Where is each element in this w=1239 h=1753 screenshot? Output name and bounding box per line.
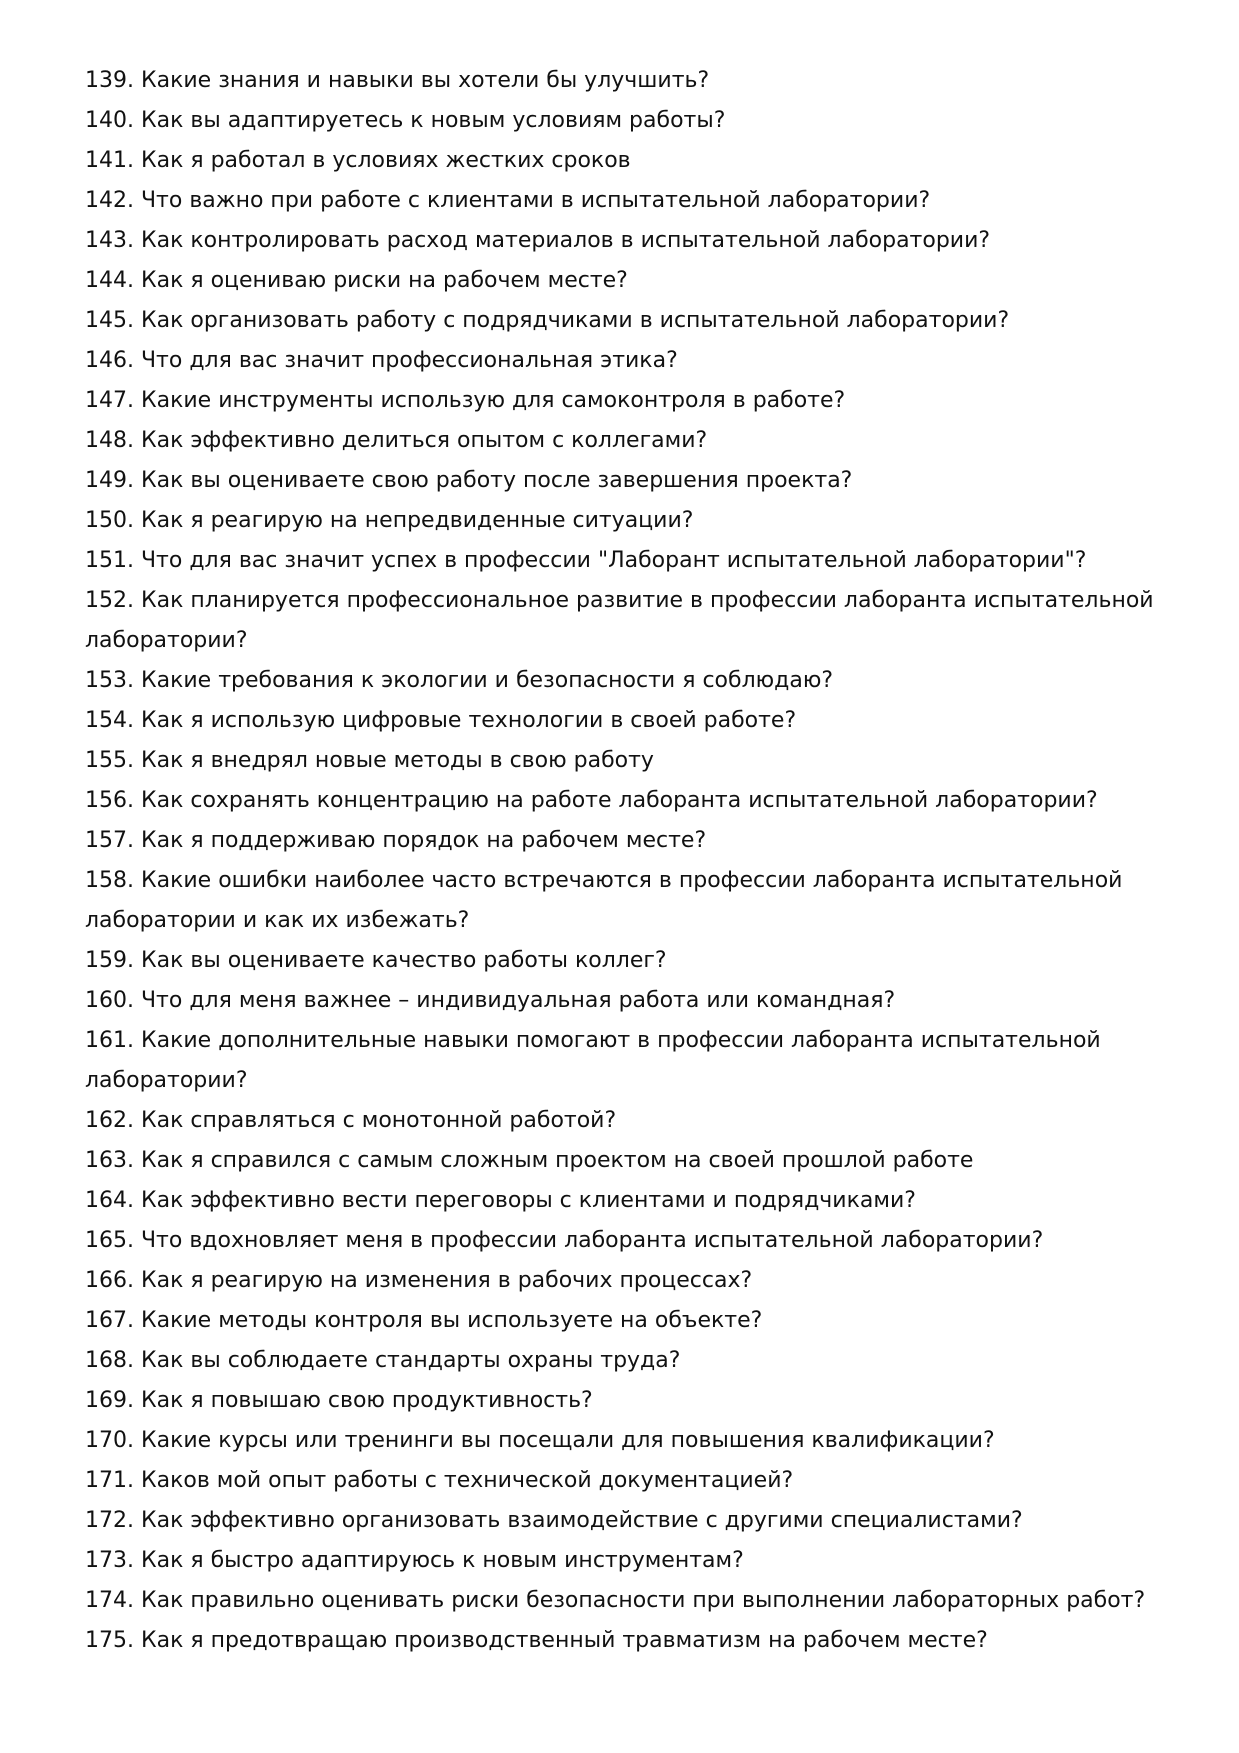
list-item: 167. Какие методы контроля вы используете на объекте? — [85, 1308, 763, 1333]
list-item: 173. Как я быстро адаптируюсь к новым инструментам? — [85, 1548, 744, 1573]
list-item: 175. Как я предотвращаю производственный травматизм на рабочем месте? — [85, 1628, 988, 1653]
question-list — [85, 61, 1165, 1661]
list-item: 172. Как эффективно организовать взаимодействие с другими специалистами? — [85, 1508, 1023, 1533]
list-item: 174. Как правильно оценивать риски безопасности при выполнении лабораторных работ? — [85, 1588, 1146, 1613]
list-item: 147. Какие инструменты использую для самоконтроля в работе? — [85, 388, 846, 413]
list-item: 170. Какие курсы или тренинги вы посещали для повышения квалификации? — [85, 1428, 995, 1453]
list-item: 156. Как сохранять концентрацию на работе лаборанта испытательной лаборатории? — [85, 788, 1098, 813]
list-item: 151. Что для вас значит успех в профессии "Лаборант испытательной лаборатории"? — [85, 548, 1087, 573]
list-item: 154. Как я использую цифровые технологии в своей работе? — [85, 708, 797, 733]
list-item: 140. Как вы адаптируетесь к новым условиям работы? — [85, 108, 726, 133]
list-item: 152. Как планируется профессиональное развитие в профессии лаборанта испытательной лаборатории? — [85, 588, 1154, 653]
list-item: 160. Что для меня важнее – индивидуальная работа или командная? — [85, 988, 896, 1013]
list-item: 143. Как контролировать расход материалов в испытательной лаборатории? — [85, 228, 991, 253]
list-item: 159. Как вы оцениваете качество работы коллег? — [85, 948, 667, 973]
list-item: 169. Как я повышаю свою продуктивность? — [85, 1388, 593, 1413]
list-item: 144. Как я оцениваю риски на рабочем месте? — [85, 268, 628, 293]
list-item: 146. Что для вас значит профессиональная этика? — [85, 348, 678, 373]
list-item: 164. Как эффективно вести переговоры с клиентами и подрядчиками? — [85, 1188, 916, 1213]
list-item: 158. Какие ошибки наиболее часто встречаются в профессии лаборанта испытательной лаборатории и как их избежать? — [85, 868, 1123, 933]
list-item: 157. Как я поддерживаю порядок на рабочем месте? — [85, 828, 707, 853]
list-item: 165. Что вдохновляет меня в профессии лаборанта испытательной лаборатории? — [85, 1228, 1044, 1253]
list-item: 139. Какие знания и навыки вы хотели бы улучшить? — [85, 68, 710, 93]
list-item: 148. Как эффективно делиться опытом с коллегами? — [85, 428, 708, 453]
list-item: 141. Как я работал в условиях жестких сроков — [85, 148, 631, 173]
list-item: 166. Как я реагирую на изменения в рабочих процессах? — [85, 1268, 753, 1293]
list-item: 162. Как справляться с монотонной работой? — [85, 1108, 617, 1133]
list-item: 168. Как вы соблюдаете стандарты охраны труда? — [85, 1348, 681, 1373]
list-item: 153. Какие требования к экологии и безопасности я соблюдаю? — [85, 668, 834, 693]
list-item: 145. Как организовать работу с подрядчиками в испытательной лаборатории? — [85, 308, 1010, 333]
list-item: 155. Как я внедрял новые методы в свою работу — [85, 748, 654, 773]
list-item: 142. Что важно при работе с клиентами в испытательной лаборатории? — [85, 188, 931, 213]
list-item: 171. Каков мой опыт работы с технической документацией? — [85, 1468, 794, 1493]
list-item: 163. Как я справился с самым сложным проектом на своей прошлой работе — [85, 1148, 974, 1173]
list-item: 149. Как вы оцениваете свою работу после завершения проекта? — [85, 468, 853, 493]
list-item: 150. Как я реагирую на непредвиденные ситуации? — [85, 508, 694, 533]
list-item: 161. Какие дополнительные навыки помогают в профессии лаборанта испытательной лаборатории? — [85, 1028, 1101, 1093]
